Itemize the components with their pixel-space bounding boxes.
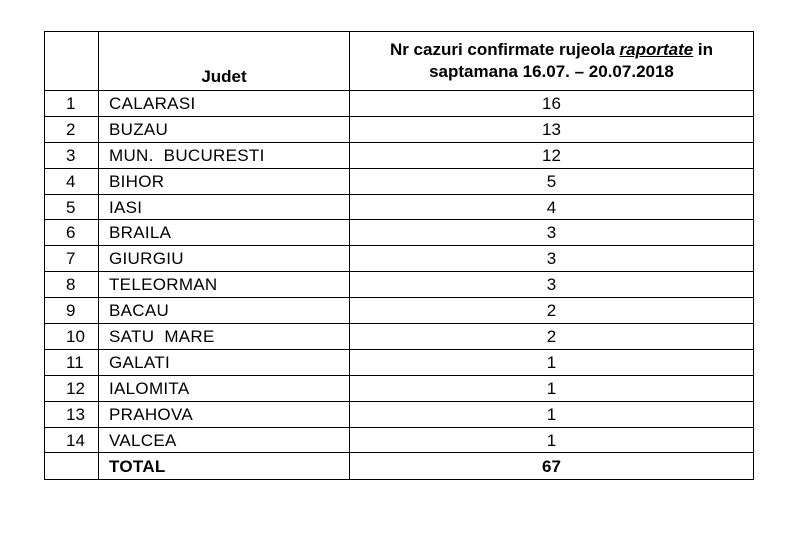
row-judet: BRAILA	[99, 220, 350, 246]
row-index: 4	[45, 168, 99, 194]
row-index: 13	[45, 401, 99, 427]
row-index: 14	[45, 427, 99, 453]
row-index: 1	[45, 91, 99, 117]
row-judet: BIHOR	[99, 168, 350, 194]
row-cases: 1	[350, 375, 754, 401]
table-row	[45, 401, 754, 427]
row-cases: 12	[350, 142, 754, 168]
row-judet: TELEORMAN	[99, 272, 350, 298]
row-cases: 1	[350, 349, 754, 375]
row-cases: 2	[350, 298, 754, 324]
row-judet: VALCEA	[99, 427, 350, 453]
table-row	[45, 272, 754, 298]
row-cases: 1	[350, 427, 754, 453]
header-cases-period: saptamana 16.07. – 20.07.2018	[429, 62, 674, 81]
table-row	[45, 142, 754, 168]
row-cases: 1	[350, 401, 754, 427]
table-row	[45, 220, 754, 246]
header-cases-emphasis: raportate	[619, 40, 694, 59]
table-row	[45, 298, 754, 324]
row-judet: MUN. BUCURESTI	[99, 142, 350, 168]
measles-cases-table	[44, 31, 754, 480]
row-judet: IASI	[99, 194, 350, 220]
header-index-cell	[45, 32, 99, 91]
table-row	[45, 324, 754, 350]
row-cases: 5	[350, 168, 754, 194]
total-value: 67	[350, 453, 754, 480]
header-cases-text: Nr cazuri confirmate rujeola	[389, 40, 620, 59]
total-index-cell	[45, 453, 99, 480]
table-row	[45, 375, 754, 401]
row-judet: SATU MARE	[99, 324, 350, 350]
table-row	[45, 194, 754, 220]
total-row	[45, 453, 754, 480]
header-cases-text-end: in	[693, 40, 714, 59]
row-index: 10	[45, 324, 99, 350]
row-judet: GALATI	[99, 349, 350, 375]
row-index: 6	[45, 220, 99, 246]
row-index: 9	[45, 298, 99, 324]
row-index: 8	[45, 272, 99, 298]
row-index: 11	[45, 349, 99, 375]
row-cases: 3	[350, 220, 754, 246]
row-cases: 16	[350, 91, 754, 117]
row-cases: 4	[350, 194, 754, 220]
header-cases	[350, 32, 754, 91]
table-header-row	[45, 32, 754, 91]
table-row	[45, 246, 754, 272]
row-judet: GIURGIU	[99, 246, 350, 272]
row-cases: 2	[350, 324, 754, 350]
row-judet: BUZAU	[99, 116, 350, 142]
row-index: 2	[45, 116, 99, 142]
table-row	[45, 91, 754, 117]
row-cases: 3	[350, 272, 754, 298]
table-row	[45, 427, 754, 453]
row-cases: 13	[350, 116, 754, 142]
table-row	[45, 349, 754, 375]
row-index: 5	[45, 194, 99, 220]
total-label: TOTAL	[99, 453, 350, 480]
row-index: 12	[45, 375, 99, 401]
row-judet: IALOMITA	[99, 375, 350, 401]
table-row	[45, 168, 754, 194]
row-judet: CALARASI	[99, 91, 350, 117]
header-judet: Judet	[99, 32, 350, 91]
row-cases: 3	[350, 246, 754, 272]
row-index: 7	[45, 246, 99, 272]
row-index: 3	[45, 142, 99, 168]
row-judet: BACAU	[99, 298, 350, 324]
row-judet: PRAHOVA	[99, 401, 350, 427]
table-row	[45, 116, 754, 142]
